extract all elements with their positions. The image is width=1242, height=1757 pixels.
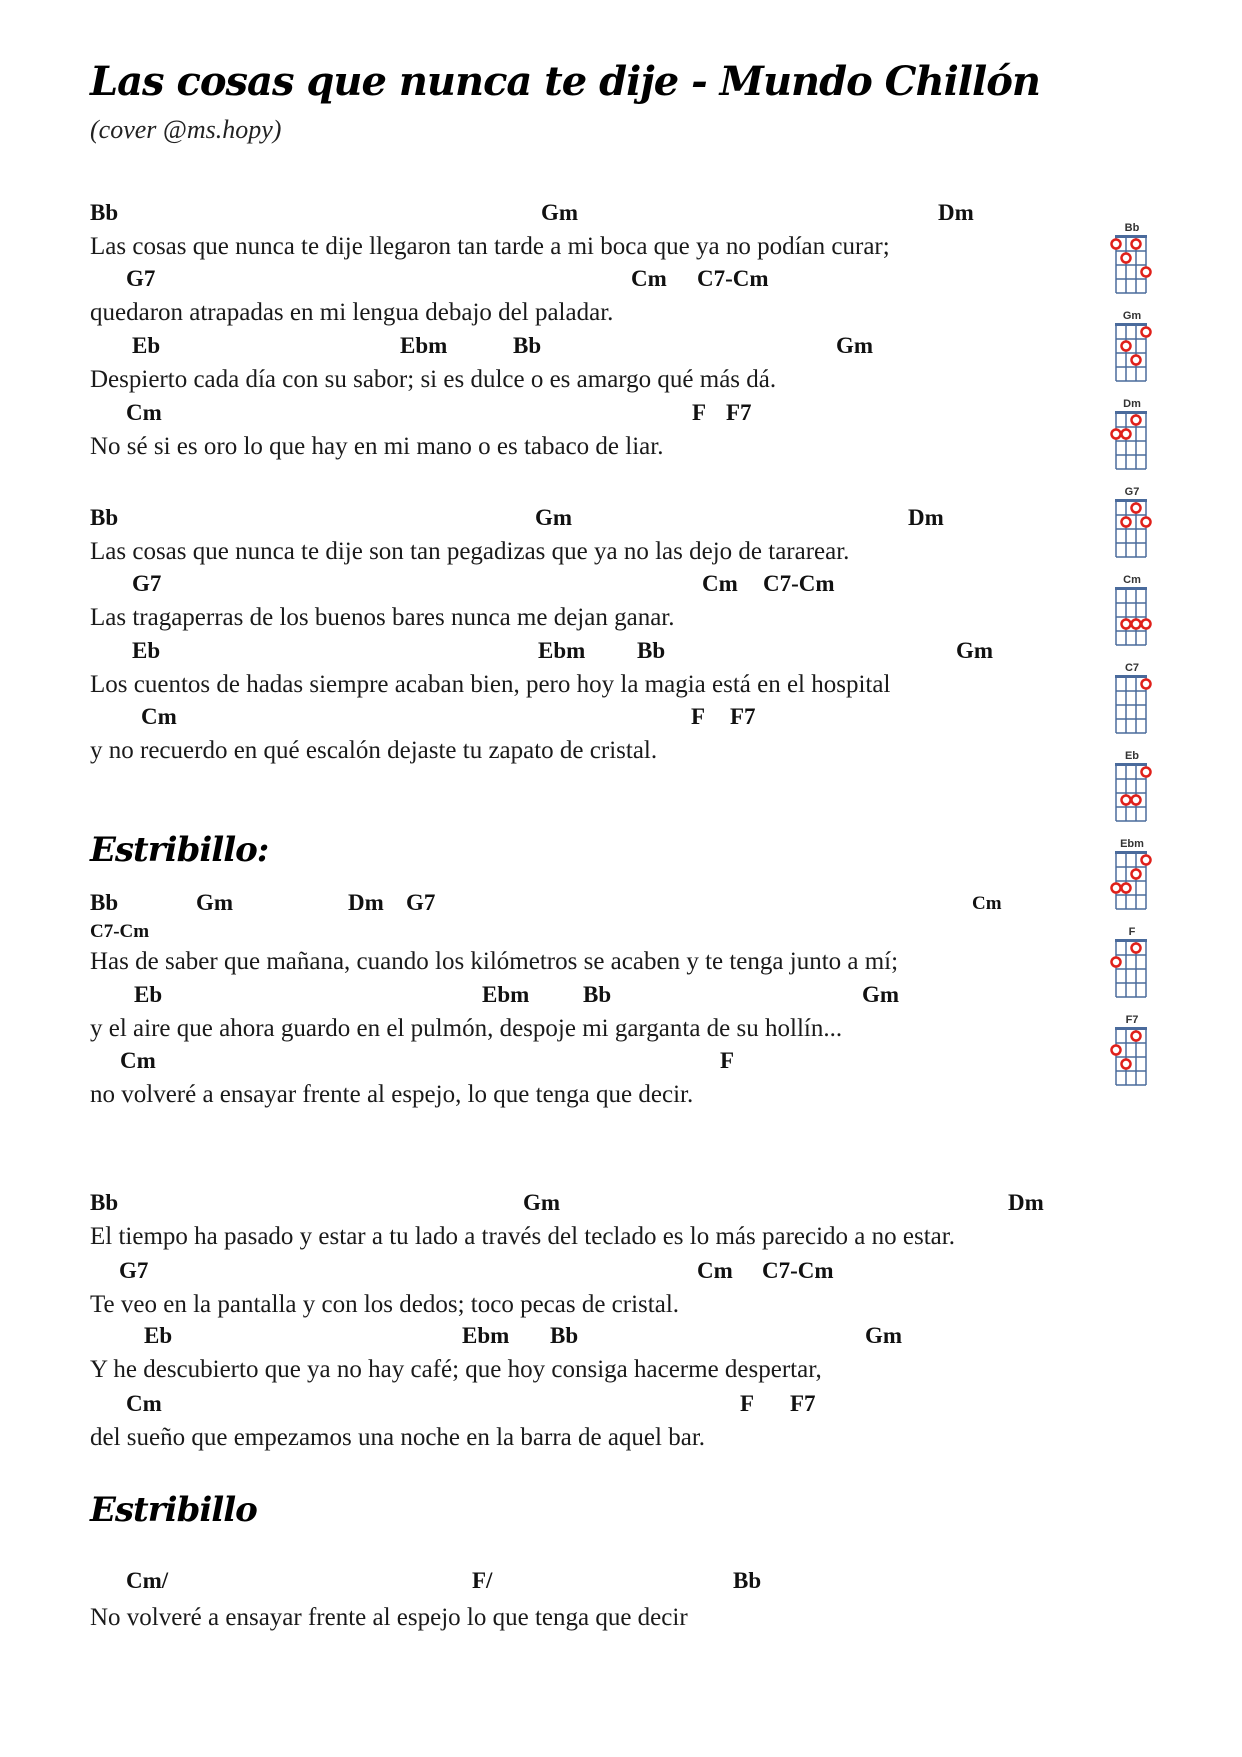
chord: Bb	[637, 638, 666, 663]
chord: Bb	[90, 1190, 119, 1215]
chord: Gm	[836, 333, 874, 358]
chord: Dm	[348, 890, 384, 915]
chord: G7	[132, 571, 162, 596]
chord-diagram-label: F7	[1125, 1014, 1139, 1026]
chord-line	[90, 921, 1090, 951]
chord-diagram-dot	[1132, 240, 1141, 249]
chord-diagram-dot	[1112, 430, 1121, 439]
chord-diagram	[1102, 484, 1162, 570]
chord-diagram-graphic	[1102, 748, 1162, 834]
lyric-line: Las cosas que nunca te dije llegaron tan tarde a mi boca que ya no podían curar;	[90, 233, 890, 260]
chord-diagram-dot	[1142, 328, 1151, 337]
chord-diagram	[1102, 924, 1162, 1010]
chord-diagram-dot	[1132, 870, 1141, 879]
lyric-line: quedaron atrapadas en mi lengua debajo del paladar.	[90, 299, 614, 326]
chord-diagram-label: Cm	[1123, 574, 1141, 586]
chord: Dm	[1008, 1190, 1044, 1215]
chord: Ebm	[462, 1323, 510, 1348]
chord-diagram	[1102, 308, 1162, 394]
chord: Bb	[550, 1323, 579, 1348]
lyric-line: y el aire que ahora guardo en el pulmón, despoje mi garganta de su hollín...	[90, 1015, 843, 1042]
chord-diagram-label: C7	[1124, 662, 1140, 674]
chord-diagram-dot	[1132, 356, 1141, 365]
section-heading: Estribillo	[90, 1490, 257, 1530]
chord-diagram-graphic	[1102, 396, 1162, 482]
chord-diagram-dot	[1142, 518, 1151, 527]
chord-diagram-dot	[1122, 518, 1131, 527]
chord: Gm	[196, 890, 234, 915]
chord-diagram-dot	[1112, 240, 1121, 249]
chord: Bb	[90, 505, 119, 530]
chord-diagram	[1102, 220, 1162, 306]
chord-diagram-graphic	[1102, 308, 1162, 394]
page-title: Las cosas que nunca te dije - Mundo Chillón	[90, 58, 1040, 105]
chord: F	[740, 1391, 755, 1416]
chord: Gm	[956, 638, 994, 663]
lyric-line: Las tragaperras de los buenos bares nunca me dejan ganar.	[90, 604, 675, 631]
chord-diagram-graphic	[1102, 484, 1162, 570]
chord: Gm	[865, 1323, 903, 1348]
chord: F7	[730, 704, 756, 729]
chord-line	[90, 1323, 1090, 1353]
chord-diagram-dot	[1142, 680, 1151, 689]
chord-diagram-label: F	[1128, 926, 1136, 938]
chord: C7-Cm	[762, 1258, 834, 1283]
chord: Bb	[90, 200, 119, 225]
chord-diagram-label: Eb	[1124, 750, 1140, 762]
chord: Bb	[583, 982, 612, 1007]
chord-line	[90, 638, 1090, 668]
chord: Cm	[126, 1391, 162, 1416]
chord-diagram-dot	[1142, 268, 1151, 277]
chord: Cm	[631, 266, 667, 291]
chord-diagram-dot	[1142, 856, 1151, 865]
chord-line	[90, 400, 1090, 430]
chord-diagram-dot	[1132, 620, 1141, 629]
chord-diagram	[1102, 1012, 1162, 1098]
chord-diagram-dot	[1132, 416, 1141, 425]
chord: F	[691, 704, 706, 729]
chord-line	[90, 505, 1090, 535]
lyric-line: Los cuentos de hadas siempre acaban bien, pero hoy la magia está en el hospital	[90, 671, 891, 698]
chord: Gm	[862, 982, 900, 1007]
chord: Cm	[972, 893, 1002, 914]
chord-diagram-dot	[1132, 796, 1141, 805]
lyric-line: Despierto cada día con su sabor; si es dulce o es amargo qué más dá.	[90, 366, 777, 393]
lyric-line: No volveré a ensayar frente al espejo lo que tenga que decir	[90, 1604, 688, 1631]
chord-line	[90, 1258, 1090, 1288]
chord-diagram-dot	[1122, 342, 1131, 351]
chord: Bb	[733, 1568, 762, 1593]
chord-diagram	[1102, 748, 1162, 834]
chord: F	[720, 1048, 735, 1073]
chord: Eb	[134, 982, 163, 1007]
lyric-line: del sueño que empezamos una noche en la barra de aquel bar.	[90, 1424, 706, 1451]
lyric-line: y no recuerdo en qué escalón dejaste tu zapato de cristal.	[90, 737, 658, 764]
lyric-line: No sé si es oro lo que hay en mi mano o es tabaco de liar.	[90, 433, 664, 460]
page-subtitle: (cover @ms.hopy)	[90, 115, 282, 144]
chord: Cm	[141, 704, 177, 729]
chord-line	[90, 1190, 1090, 1220]
chord-diagram	[1102, 572, 1162, 658]
chord-diagram-dot	[1122, 620, 1131, 629]
chord: Cm/	[126, 1568, 169, 1593]
chord-diagram	[1102, 396, 1162, 482]
chord: C7-Cm	[763, 571, 835, 596]
chord-diagram-dot	[1132, 1032, 1141, 1041]
chord-diagram-label: G7	[1124, 486, 1140, 498]
chord: Cm	[126, 400, 162, 425]
chord-diagram-label: Bb	[1124, 222, 1140, 234]
chord-diagram-graphic	[1102, 1012, 1162, 1098]
chord: Eb	[132, 638, 161, 663]
chord-diagram-dot	[1122, 796, 1131, 805]
chord-diagram-dot	[1122, 254, 1131, 263]
chord: F	[692, 400, 707, 425]
chord: Ebm	[400, 333, 448, 358]
chord-diagram-graphic	[1102, 220, 1162, 306]
chord: Ebm	[538, 638, 586, 663]
lyric-line: Has de saber que mañana, cuando los kilómetros se acaben y te tenga junto a mí;	[90, 948, 899, 975]
chord-diagram	[1102, 836, 1162, 922]
chord: Gm	[523, 1190, 561, 1215]
chord: Cm	[120, 1048, 156, 1073]
chord-diagram-dot	[1112, 958, 1121, 967]
lyric-line: Y he descubierto que ya no hay café; que hoy consiga hacerme despertar,	[90, 1356, 822, 1383]
chord-diagram-dot	[1122, 884, 1131, 893]
chord: G7	[126, 266, 156, 291]
chord-line	[90, 571, 1090, 601]
chord: C7-Cm	[90, 921, 150, 942]
chord: Bb	[90, 890, 119, 915]
chord-diagram-graphic	[1102, 572, 1162, 658]
chord: Gm	[541, 200, 579, 225]
chord: G7	[406, 890, 436, 915]
chord-diagram-dot	[1132, 504, 1141, 513]
chord-diagram-graphic	[1102, 660, 1162, 746]
section-heading: Estribillo:	[90, 830, 269, 870]
chord-line	[90, 982, 1090, 1012]
chord: Ebm	[482, 982, 530, 1007]
chord: Eb	[132, 333, 161, 358]
chord-diagram-dot	[1112, 1046, 1121, 1055]
chord: F/	[472, 1568, 493, 1593]
chord-diagram-dot	[1142, 620, 1151, 629]
chord-diagram	[1102, 660, 1162, 746]
chord: G7	[119, 1258, 149, 1283]
lyric-line: El tiempo ha pasado y estar a tu lado a través del teclado es lo más parecido a no estar.	[90, 1223, 955, 1250]
chord-diagram-label: Gm	[1122, 310, 1142, 322]
chord-diagram-label: Ebm	[1120, 838, 1144, 850]
chord-diagram-dot	[1122, 1060, 1131, 1069]
chord-line	[90, 1048, 1090, 1078]
chord: C7-Cm	[697, 266, 769, 291]
chord-line	[90, 1568, 1090, 1598]
chord-line	[90, 333, 1090, 363]
lyric-line: Te veo en la pantalla y con los dedos; toco pecas de cristal.	[90, 1291, 680, 1318]
chord-diagram-dot	[1122, 430, 1131, 439]
chord: Dm	[908, 505, 944, 530]
chord-line	[90, 1391, 1090, 1421]
chord-line	[90, 890, 1090, 920]
lyric-line: no volveré a ensayar frente al espejo, lo que tenga que decir.	[90, 1081, 694, 1108]
chord: Eb	[144, 1323, 173, 1348]
chord: Cm	[697, 1258, 733, 1283]
chord: F7	[726, 400, 752, 425]
chord-diagram-graphic	[1102, 836, 1162, 922]
chord: Bb	[513, 333, 542, 358]
chord-diagram-dot	[1112, 884, 1121, 893]
chord: Dm	[938, 200, 974, 225]
chord-diagram-label: Dm	[1123, 398, 1141, 410]
chord-line	[90, 266, 1090, 296]
chord: F7	[790, 1391, 816, 1416]
chord: Cm	[702, 571, 738, 596]
chord-diagram-dot	[1132, 944, 1141, 953]
lyric-line: Las cosas que nunca te dije son tan pegadizas que ya no las dejo de tararear.	[90, 538, 850, 565]
chord-diagram-dot	[1142, 768, 1151, 777]
chord-line	[90, 704, 1090, 734]
chord: Gm	[535, 505, 573, 530]
chord-line	[90, 200, 1090, 230]
chord-diagram-graphic	[1102, 924, 1162, 1010]
